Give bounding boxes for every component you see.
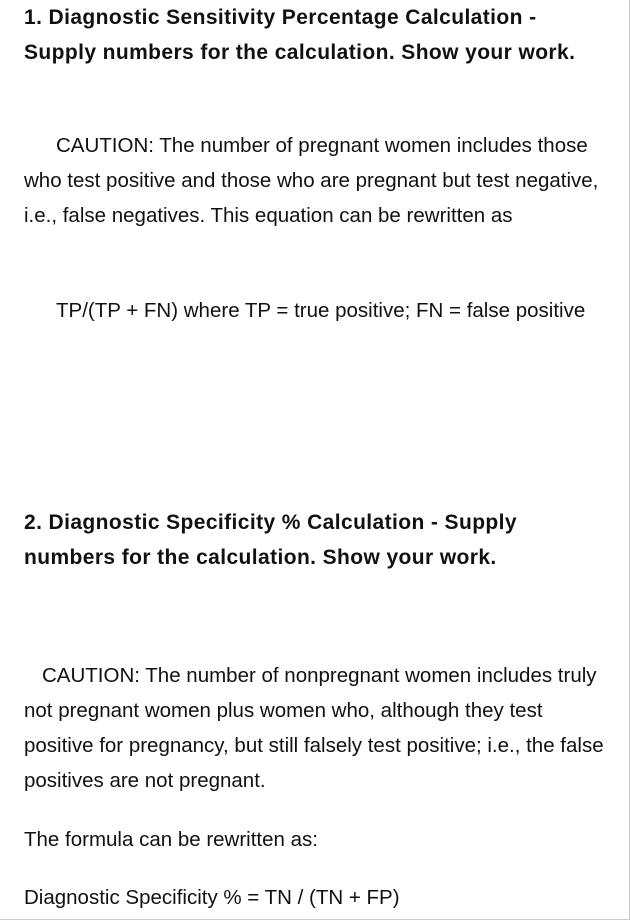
question-1-caution: CAUTION: The number of pregnant women includes those who test positive and those who are pregnant but test negative, i.e., false negatives. This equation can be rewritten as xyxy=(24,134,599,227)
question-2-heading: 2. Diagnostic Specificity % Calculation - Supply numbers for the calculation. Show your work. xyxy=(24,511,517,569)
question-1-heading: 1. Diagnostic Sensitivity Percentage Calculation - Supply numbers for the calculation. Show your work. xyxy=(24,6,576,64)
question-2-formula: Diagnostic Specificity % = TN / (TN + FP) xyxy=(24,886,400,909)
question-2-rewrite-intro: The formula can be rewritten as: xyxy=(24,828,318,851)
question-2-caution: CAUTION: The number of nonpregnant women includes truly not pregnant women plus women who, although they test positive for pregnancy, but still falsely test positive; i.e., the false positives are not pregnant. xyxy=(24,664,604,792)
question-1-formula: TP/(TP + FN) where TP = true positive; FN = false positive xyxy=(56,299,586,322)
